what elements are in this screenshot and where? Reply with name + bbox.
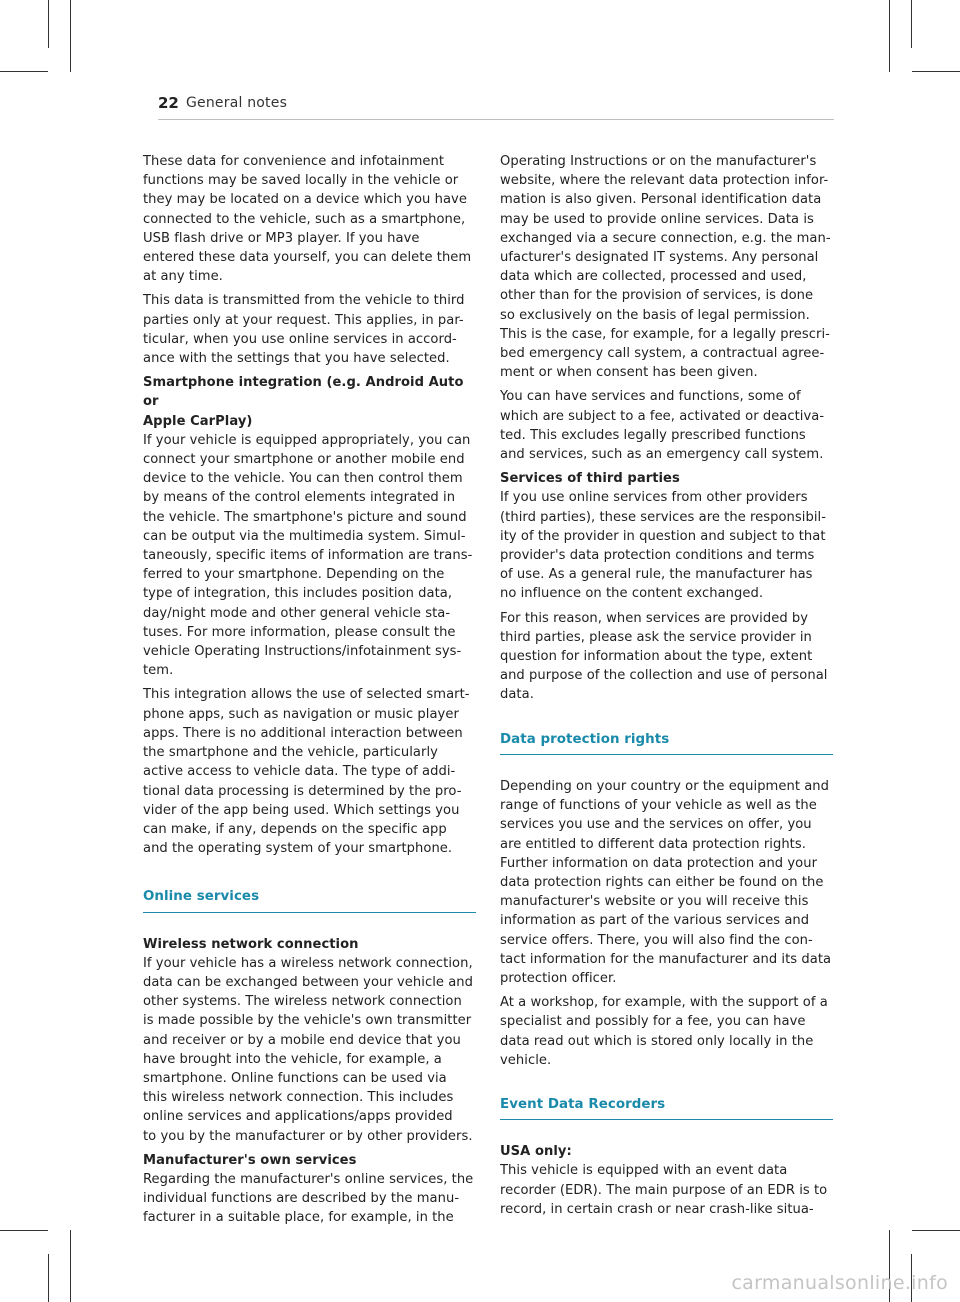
watermark: carmanualsonline.info	[731, 1272, 948, 1294]
crop-mark	[0, 1230, 48, 1231]
crop-mark	[0, 71, 48, 72]
crop-mark	[48, 1254, 49, 1302]
paragraph: This vehicle is equipped with an event data recorder (EDR). The main purpose of an EDR is to record, in certain crash or near crash-like situa-	[500, 1163, 828, 1217]
paragraph: For this reason, when services are provided by third parties, please ask the service provider in question for information about the type, extent and purpose of the collection and use of personal data.	[500, 610, 828, 703]
subheading-usa-only: USA only:	[500, 1144, 572, 1160]
paragraph: If your vehicle has a wireless network connection, data can be exchanged between your vehicle and other systems. The wireless network connection is made possible by the vehicle's own transmitter and receiver or by a mobile end device that you have brought into the vehicle, for example, a smartphone. Online functions can be used via this wireless network connection. This includes online services and applications/apps provided to you by the manufacturer or by other providers.	[143, 955, 473, 1144]
crop-mark	[48, 0, 49, 48]
section-title: Online services	[143, 889, 260, 905]
paragraph: You can have services and functions, some of which are subject to a fee, activated or deactiva- ted. This excludes legally prescribed functions and services, such as an emergency call system.	[500, 389, 825, 463]
crop-mark	[912, 71, 960, 72]
paragraph: Regarding the manufacturer's online services, the individual functions are described by the manu- facturer in a suitable place, for example, in the	[143, 1171, 474, 1226]
subheading-third-parties: Services of third parties	[500, 471, 680, 487]
crop-mark	[912, 1230, 960, 1231]
page-title: General notes	[186, 95, 288, 111]
crop-mark	[70, 1230, 71, 1302]
paragraph: This data is transmitted from the vehicle to third parties only at your request. This applies, in par- ticular, when you use online services in accord- ance with the settings that you have selected.	[143, 293, 465, 367]
section-heading-data-protection-rights	[500, 730, 833, 755]
paragraph: This integration allows the use of selected smart- phone apps, such as navigation or music player apps. There is no additional interaction between the smartphone and the vehicle, particularly active access to vehicle data. The type of addi- tional data processing is determined by the pro- vider of the app being used. Which settings you can make, if any, depends on the specific app and the operating system of your smartphone.	[143, 687, 470, 857]
crop-mark	[70, 0, 71, 72]
section-heading-event-data-recorders	[500, 1095, 833, 1120]
header-divider	[158, 119, 834, 120]
page-number: 22	[158, 94, 179, 112]
subheading-manufacturer-services: Manufacturer's own services	[143, 1152, 357, 1168]
subheading-wireless-network: Wireless network connection	[143, 936, 359, 952]
crop-mark	[911, 0, 912, 48]
paragraph: Operating Instructions or on the manufacturer's website, where the relevant data protection infor- mation is also given. Personal identification data may be used to provide online services. Data is exchanged via a secure connection, e.g. the man- ufacturer's designated IT systems. Any personal data which are collected, processed and used, other than for the provision of services, is done so exclusively on the basis of legal permission. This is the case, for example, for a legally prescri- bed emergency call system, a contractual agree- ment or when consent has been given.	[500, 154, 831, 381]
crop-mark	[889, 0, 890, 72]
subheading-smartphone-integration: Smartphone integration (e.g. Android Auto or Apple CarPlay)	[143, 375, 464, 429]
right-column	[500, 152, 833, 1224]
paragraph: Depending on your country or the equipment and range of functions of your vehicle as well as the services you use and the services on offer, you are entitled to different data protection rights. Further information on data protection and your data protection rights can either be found on the manufacturer's website or you will receive this information as part of the various services and service offers. There, you will also find the con- tact information for the manufacturer and its data protection officer.	[500, 778, 832, 986]
page-header	[158, 94, 834, 118]
left-column	[143, 152, 476, 1233]
section-title: Data protection rights	[500, 731, 670, 747]
paragraph: These data for convenience and infotainment functions may be saved locally in the vehicle or they may be located on a device which you have connected to the vehicle, such as a smartphone, USB flash drive or MP3 player. If you have entered these data yourself, you can delete them at any time.	[143, 154, 472, 285]
section-heading-online-services	[143, 887, 476, 912]
section-title: Event Data Recorders	[500, 1096, 666, 1112]
paragraph: If you use online services from other providers (third parties), these services are the responsibil- ity of the provider in question and subject to that provider's data protection conditions and terms of use. As a general rule, the manufacturer has no influence on the content exchanged.	[500, 490, 826, 602]
paragraph: At a workshop, for example, with the support of a specialist and possibly for a fee, you can have data read out which is stored only locally in the vehicle.	[500, 995, 828, 1068]
paragraph: If your vehicle is equipped appropriately, you can connect your smartphone or another mobile end device to the vehicle. You can then control them by means of the control elements integrated in the vehicle. The smartphone's picture and sound can be output via the multimedia system. Simul- taneously, specific items of information are trans- ferred to your smartphone. Depending on the type of integration, this includes position data, day/night mode and other general vehicle sta- tuses. For more information, please consult the vehicle Operating Instructions/infotainment sys- tem.	[143, 432, 473, 679]
